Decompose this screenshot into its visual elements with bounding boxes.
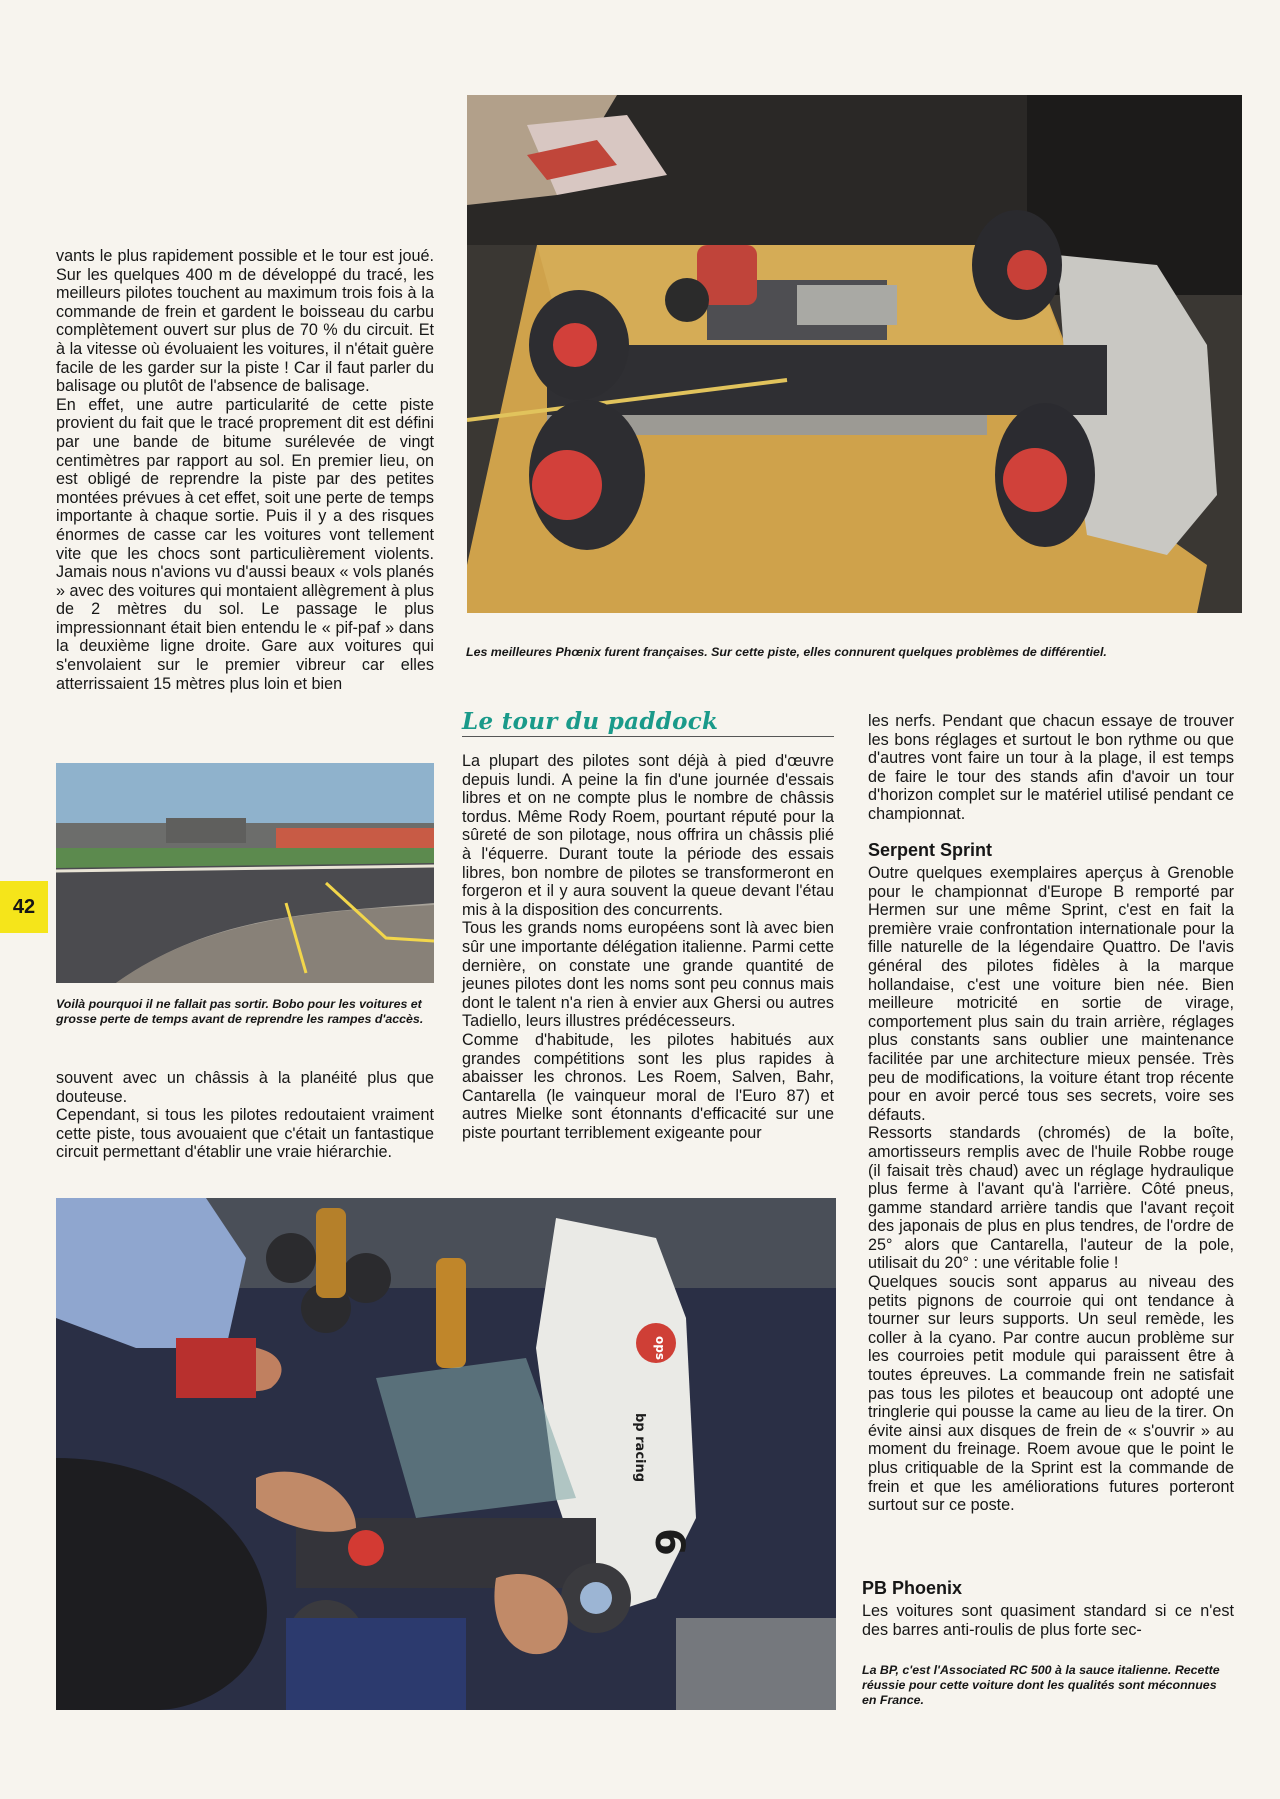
paragraph: La plupart des pilotes sont déjà à pied d'œuvre depuis lundi. A peine la fin d'une journée d'essais libres et on ne compte plus le nombre de châssis tordus. Même Rody Roem, pourtant réputé pour la sûreté de son pilotage, nous offrira un châssis plié à l'équerre. Durant toute la période des essais libres, bon nombre de pilotes se transformeront en forgeron et il y aura souvent la queue devant l'étau mis à la disposition des concurrents. <box>462 752 834 919</box>
paragraph: Quelques soucis sont apparus au niveau des petits pignons de courroie qui ont tendance à tourner sur leurs supports. Un seul remède, les coller à la cyano. Par contre aucun problème sur les courroies petit module qui paraissent être à toutes épreuves. La commande frein ne satisfait pas tous les pilotes et beaucoup ont adopté une tringlerie qui pousse la came au lieu de la tirer. On évite ainsi aux disques de frein de « s'ouvrir » au moment du freinage. Roem avoue que le point le plus critiquable de la Sprint est la commande de frein et que les améliorations futures porteront surtout sur ce poste. <box>868 1273 1234 1515</box>
car-number-text: 6 <box>646 1528 692 1556</box>
paragraph: Les voitures sont quasiment standard si ce n'est des barres anti-roulis de plus forte sec- <box>862 1602 1234 1639</box>
caption-top-photo: Les meilleures Phœnix furent françaises. Sur cette piste, elles connurent quelques problèmes de différentiel. <box>466 645 1107 659</box>
bp-racing-text: bp racing <box>632 1413 647 1483</box>
paragraph: Ressorts standards (chromés) de la boîte, amortisseurs remplis avec de l'huile Robbe rouge (il faisait très chaud) avec un réglage hydraulique plus ferme à l'avant qu'à l'arrière. Côté pneus, gamme standard arrière tandis que l'avant reçoit des japonais de plus en plus tendres, de l'ordre de 25° alors que Cantarella, l'auteur de la pole, utilisait du 20° : une véritable folie ! <box>868 1124 1234 1273</box>
left-column-bottom <box>56 1069 434 1162</box>
subhead-pb-phoenix: PB Phoenix <box>862 1578 963 1598</box>
ops-logo-text: ops <box>653 1336 667 1360</box>
paragraph: vants le plus rapidement possible et le tour est joué. Sur les quelques 400 m de développé du tracé, les meilleurs pilotes touchent au maximum trois fois à la commande de frein et gardent le boisseau du carbu complètement ouvert sur plus de 70 % du circuit. Et à la vitesse où évoluaient les voitures, il n'était guère facile de les garder sur la piste ! Car il faut parler du balisage ou plutôt de l'absence de balisage. <box>56 247 434 396</box>
middle-column <box>462 752 834 1142</box>
paragraph: Outre quelques exemplaires aperçus à Grenoble pour le championnat d'Europe B remporté par Hermen sur une même Sprint, c'est en fait la première vraie confrontation internationale pour la fille naturelle de la légendaire Quattro. De l'avis général des pilotes fidèles à la marque hollandaise, c'est une voiture bien née. Bien meilleure motricité en sortie de virage, comportement plus sain du train arrière, réglages plus constants sans oublier une maintenance facilitée par une architecture mieux pensée. Très peu de modifications, la voiture étant trop récente pour en avoir percé tous ses secrets, voire ses défauts. <box>868 864 1234 1124</box>
paragraph: Cependant, si tous les pilotes redoutaient vraiment cette piste, tous avouaient que c'était un fantastique circuit permettant d'établir une vraie hiérarchie. <box>56 1106 434 1162</box>
caption-track-photo: Voilà pourquoi il ne fallait pas sortir. Bobo pour les voitures et grosse perte de temps avant de reprendre les rampes d'accès. <box>56 997 424 1026</box>
right-column-intro <box>868 712 1234 824</box>
photo-phoenix-car <box>467 95 1242 613</box>
paragraph: Tous les grands noms européens sont là avec bien sûr une importante délégation italienne. Parmi cette dernière, on constate une grande quantité de jeunes pilotes dont les noms sont peu connus mais dont le talent n'a rien à envier aux Ghersi ou autres Tadiello, leurs illustres prédécesseurs. <box>462 919 834 1031</box>
heading-rule <box>462 736 834 737</box>
right-column-serpent <box>868 864 1234 1515</box>
left-column-top <box>56 247 434 693</box>
page-number-tab: 42 <box>0 881 48 933</box>
right-column-phoenix <box>862 1602 1234 1639</box>
caption-bottom-photo: La BP, c'est l'Associated RC 500 à la sauce italienne. Recette réussie pour cette voiture dont les qualités sont méconnues en France. <box>862 1663 1220 1707</box>
paragraph: En effet, une autre particularité de cette piste provient du fait que le tracé proprement dit est défini par une bande de bitume surélevée de vingt centimètres par rapport au sol. En premier lieu, on est obligé de reprendre la piste par des petites montées prévues à cet effet, soit une perte de temps importante à chaque sortie. Puis il y a des risques énormes de casse car les voitures vont tellement vite que les chocs sont particulièrement violents. Jamais nous n'avions vu d'aussi beaux « vols planés » avec des voitures qui montaient allègrement à plus de 2 mètres du sol. Le passage le plus impressionnant était bien entendu le « pif-paf » dans la deuxième ligne droite. Gare aux voitures qui s'envolaient sur le premier vibreur car elles atterrissaient 15 mètres plus loin et bien <box>56 395 434 693</box>
paragraph: Comme d'habitude, les pilotes habitués aux grandes compétitions sont les plus rapides à abaisser les chronos. Les Roem, Salven, Bahr, Cantarella (le vainqueur moral de l'Euro 87) et autres Mielke sont étonnants d'efficacité sur une piste pourtant terriblement exigeante pour <box>462 1030 834 1142</box>
photo-bp-car-pits <box>56 1198 836 1710</box>
paragraph: souvent avec un châssis à la planéité plus que douteuse. <box>56 1069 434 1106</box>
section-heading: Le tour du paddock <box>462 708 719 735</box>
paragraph: les nerfs. Pendant que chacun essaye de trouver les bons réglages et surtout le bon rythme ou que d'autres vont faire un tour à la plage, il est temps de faire le tour des stands afin d'avoir un tour d'horizon complet sur le matériel utilisé pendant ce championnat. <box>868 712 1234 823</box>
photo-track <box>56 763 434 983</box>
subhead-serpent-sprint: Serpent Sprint <box>868 840 993 860</box>
